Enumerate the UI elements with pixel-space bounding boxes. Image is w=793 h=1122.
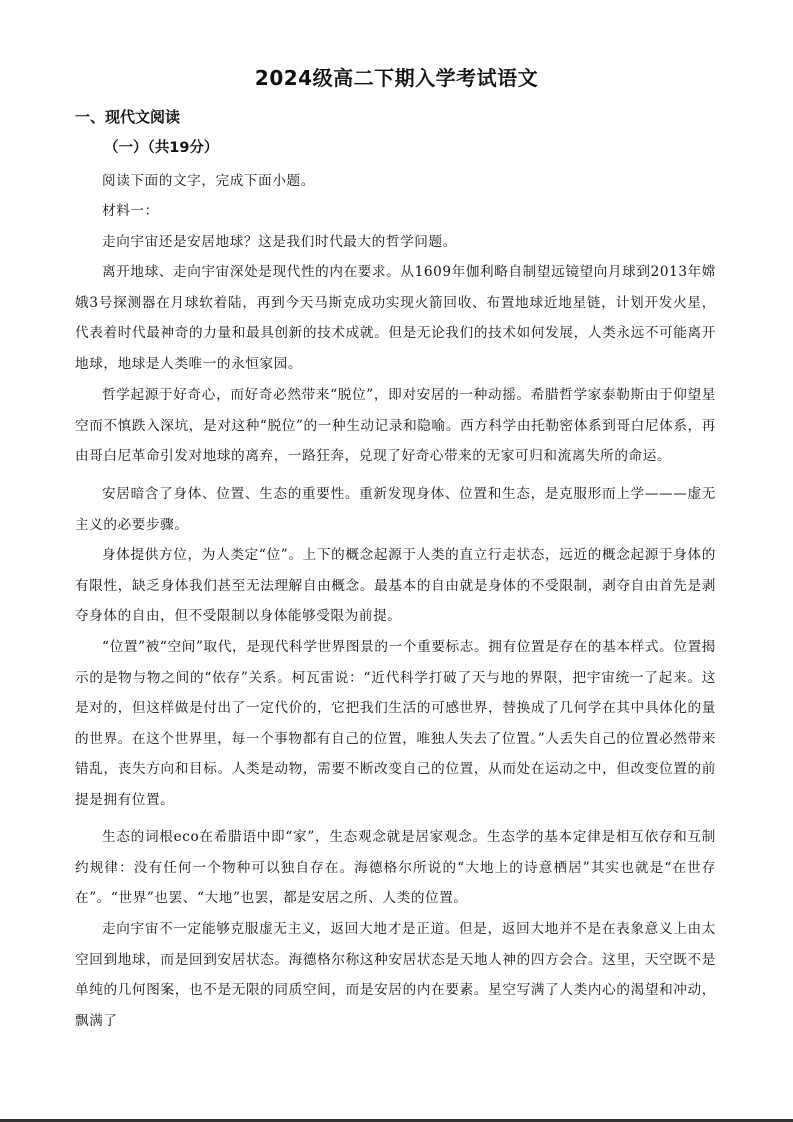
paragraph-8: 走向宇宙不一定能够克服虚无主义，返回大地才是正道。但是，返回大地并不是在表象意义上由太空回到地球，而是回到安居状态。海德格尔称这种安居状态是天地人神的四方会合。这里，天空既不是单纯的几何图案，也不是无限的同质空间，而是安居的内在要素。星空写满了人类内心的渴望和冲动，飘满了 <box>75 921 716 1029</box>
paragraph-3: 哲学起源于好奇心，而好奇必然带来“脱位”，即对安居的一种动摇。希腊哲学家泰勒斯由于仰望星空而不慎跌入深坑，是对这种“脱位”的一种生动记录和隐喻。西方科学由托勒密体系到哥白尼体系，再由哥白尼革命引发对地球的离弃，一路狂奔，兑现了好奇心带来的无家可归和流离失所的命运。 <box>75 387 716 464</box>
paragraph-4: 安居暗含了身体、位置、生态的重要性。重新发现身体、位置和生态，是克服形而上学———虚无主义的必要步骤。 <box>75 486 716 533</box>
paragraph-5: 身体提供方位，为人类定“位”。上下的概念起源于人类的直立行走状态，远近的概念起源于身体的有限性，缺乏身体我们甚至无法理解自由概念。最基本的自由就是身体的不受限制，剥夺自由首先是剥夺身体的自由，但不受限制以身体能够受限为前提。 <box>75 547 716 624</box>
paragraph-6: “位置”被“空间”取代，是现代科学世界图景的一个重要标志。拥有位置是存在的基本样式。位置揭示的是物与物之间的“依存”关系。柯瓦雷说：“近代科学打破了天与地的界限，把宇宙统一了起来。这是对的，但这样做是付出了一定代价的，它把我们生活的可感世界，替换成了几何学在其中具体化的量的世界。在这个世界里，每一个事物都有自己的位置，唯独人失去了位置。”人丢失自己的位置必然带来错乱，丧失方向和目标。人类是动物，需要不断改变自己的位置，从而处在运动之中，但改变位置的前提是拥有位置。 <box>75 639 716 808</box>
section-heading: 一、现代文阅读 <box>75 108 181 126</box>
subsection-heading: （一）（共19分） <box>104 140 219 156</box>
paragraph-2: 离开地球、走向宇宙深处是现代性的内在要求。从1609年伽利略自制望远镜望向月球到2013年嫦娥3号探测器在月球软着陆，再到今天马斯克成功实现火箭回收、布置地球近地星链，计划开发火星，代表着时代最神奇的力量和最具创新的技术成就。但是无论我们的技术如何发展，人类永远不可能离开地球，地球是人类唯一的永恒家园。 <box>75 264 716 372</box>
instruction-text: 阅读下面的文字，完成下面小题。 <box>102 173 315 189</box>
paragraph-1: 走向宇宙还是安居地球？这是我们时代最大的哲学问题。 <box>102 234 457 250</box>
material-label: 材料一： <box>102 203 159 219</box>
paragraph-7: 生态的词根eco在希腊语中即“家”，生态观念就是居家观念。生态学的基本定律是相互依存和互制约规律：没有任何一个物种可以独自存在。海德格尔所说的“大地上的诗意栖居”其实也就是“在世存在”。“世界”也罢、“大地”也罢，都是安居之所、人类的位置。 <box>75 829 716 906</box>
exam-title: 2024级高二下期入学考试语文 <box>254 66 539 90</box>
